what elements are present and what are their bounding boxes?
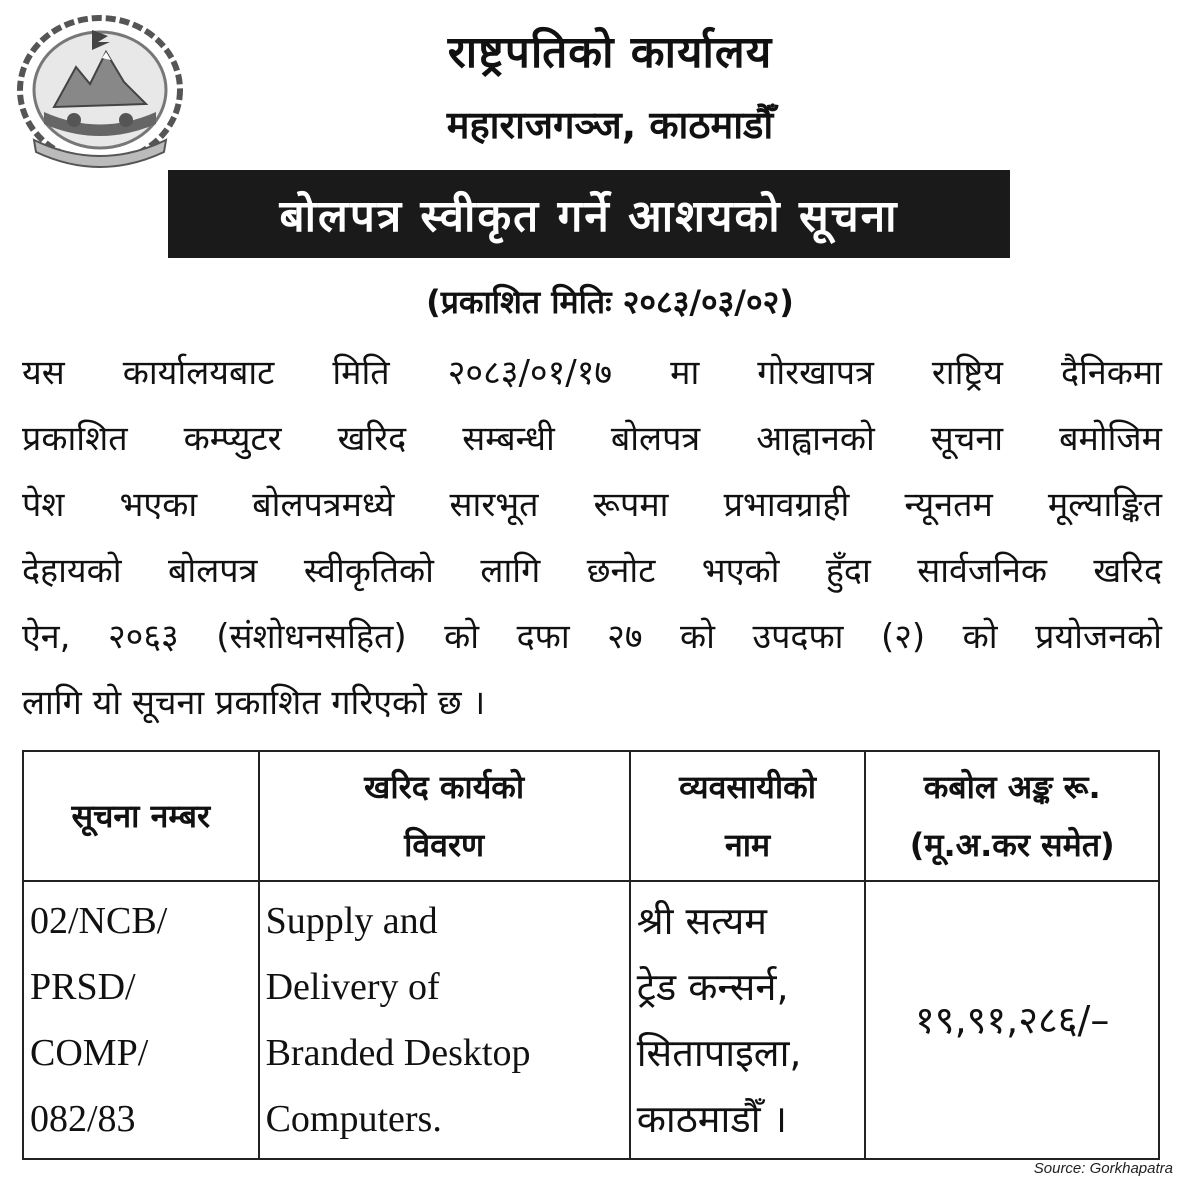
notice-title xyxy=(168,170,1010,258)
body-line: प्रकाशित कम्प्युटर खरिद सम्बन्धी बोलपत्र आह्वानको सूचना बमोजिम xyxy=(22,419,1162,459)
source-credit: Source: Gorkhapatra xyxy=(1033,1160,1173,1177)
published-date: (प्रकाशित मितिः २०८३/०३/०२) xyxy=(426,283,794,321)
bid-table xyxy=(22,750,1160,1160)
header-notice-number: सूचना नम्बर xyxy=(23,751,259,881)
office-name: राष्ट्रपतिको कार्यालय xyxy=(447,27,773,78)
body-line: देहायको बोलपत्र स्वीकृतिको लागि छनोट भएको हुँदा सार्वजनिक खरिद xyxy=(22,551,1162,591)
cell-notice-number: 02/NCB/ PRSD/ COMP/ 082/83 xyxy=(23,881,259,1159)
cell-vendor: श्री सत्यम ट्रेड कन्सर्न, सितापाइला, काठमाडौँ । xyxy=(630,881,866,1159)
body-line: यस कार्यालयबाट मिति २०८३/०१/१७ मा गोरखापत्र राष्ट्रिय दैनिकमा xyxy=(22,353,1162,393)
table-row xyxy=(23,881,1159,1159)
body-line: पेश भएका बोलपत्रमध्ये सारभूत रूपमा प्रभावग्राही न्यूनतम मूल्याङ्कित xyxy=(22,485,1162,525)
cell-amount: १९,९१,२८६/– xyxy=(865,881,1159,1159)
header-description: खरिद कार्यको विवरण xyxy=(259,751,630,881)
table-header-row xyxy=(23,751,1159,881)
notice-body xyxy=(22,340,1162,736)
nepal-emblem-icon xyxy=(14,12,186,172)
body-line: ऐन, २०६३ (संशोधनसहित) को दफा २७ को उपदफा (२) को प्रयोजनको xyxy=(22,617,1162,657)
body-line: लागि यो सूचना प्रकाशित गरिएको छ । xyxy=(22,683,486,723)
notice-title-text: बोलपत्र स्वीकृत गर्ने आशयको सूचना xyxy=(279,191,899,242)
header-amount: कबोल अङ्क रू. (मू.अ.कर समेत) xyxy=(865,751,1159,881)
cell-description: Supply and Delivery of Branded Desktop Computers. xyxy=(259,881,630,1159)
header-vendor: व्यवसायीको नाम xyxy=(630,751,866,881)
office-location: महाराजगञ्ज, काठमाडौँ xyxy=(446,103,774,147)
